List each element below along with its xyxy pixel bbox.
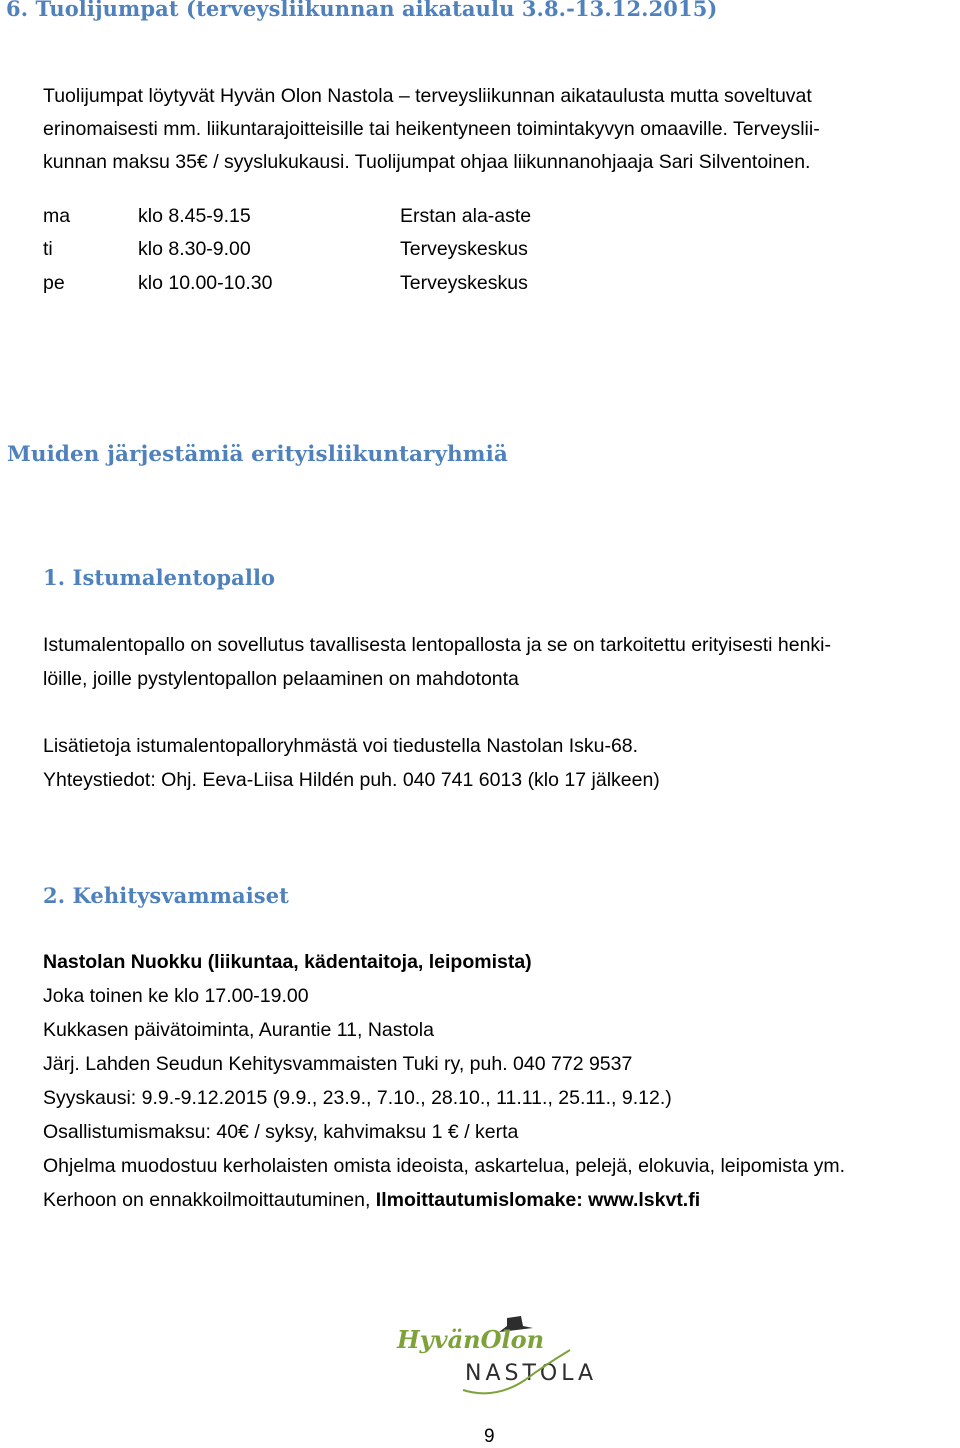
section2-line: Joka toinen ke klo 17.00-19.00 <box>43 985 309 1007</box>
logo-nastola-text: NASTOLA <box>465 1361 595 1386</box>
section1-info-line1: Lisätietoja istumalentopalloryhmästä voi tiedustella Nastolan Isku-68. <box>43 735 639 757</box>
section6-heading: 6. Tuolijumpat (terveysliikunnan aikataulu 3.8.-13.12.2015) <box>6 0 718 21</box>
logo-script-text: HyvänOlon <box>397 1325 545 1354</box>
section2-line: Osallistumismaksu: 40€ / syksy, kahvimaksu 1 € / kerta <box>43 1121 519 1143</box>
schedule-day: pe <box>43 272 65 294</box>
registration-link[interactable]: Ilmoittautumislomake: www.lskvt.fi <box>375 1189 701 1211</box>
schedule-place: Terveyskeskus <box>400 238 528 260</box>
schedule-day: ti <box>43 238 53 260</box>
schedule-day: ma <box>43 205 71 227</box>
section2-group-title: Nastolan Nuokku (liikuntaa, kädentaitoja, leipomista) <box>43 951 532 973</box>
others-heading: Muiden järjestämiä erityisliikuntaryhmiä <box>7 442 508 467</box>
schedule-time: klo 8.30-9.00 <box>138 238 251 260</box>
registration-text: Kerhoon on ennakkoilmoittautuminen, <box>43 1189 376 1211</box>
section1-desc-line2: löille, joille pystylentopallon pelaaminen on mahdotonta <box>43 668 519 690</box>
schedule-place: Terveyskeskus <box>400 272 528 294</box>
page-number: 9 <box>484 1426 495 1447</box>
schedule-row <box>43 205 743 238</box>
logo-graphic <box>395 1310 595 1402</box>
schedule-place: Erstan ala-aste <box>400 205 532 227</box>
section6-paragraph-line1: Tuolijumpat löytyvät Hyvän Olon Nastola – terveysliikunnan aikataulusta mutta soveltuvat <box>43 85 812 107</box>
section1-desc-line1: Istumalentopallo on sovellutus tavallisesta lentopallosta ja se on tarkoitettu erityisesti henki- <box>43 634 832 656</box>
section2-heading: 2. Kehitysvammaiset <box>43 883 289 908</box>
section2-line: Kukkasen päivätoiminta, Aurantie 11, Nastola <box>43 1019 434 1041</box>
section6-paragraph-line3: kunnan maksu 35€ / syyslukukausi. Tuolijumpat ohjaa liikunnanohjaaja Sari Silventoinen. <box>43 151 811 173</box>
hyvan-olon-nastola-logo <box>395 1310 595 1402</box>
section2-line: Järj. Lahden Seudun Kehitysvammaisten Tuki ry, puh. 040 772 9537 <box>43 1053 633 1075</box>
schedule-row <box>43 272 743 305</box>
schedule-time: klo 8.45-9.15 <box>138 205 251 227</box>
section2-line: Syyskausi: 9.9.-9.12.2015 (9.9., 23.9., 7.10., 28.10., 11.11., 25.11., 9.12.) <box>43 1087 672 1109</box>
section2-line: Ohjelma muodostuu kerholaisten omista ideoista, askartelua, pelejä, elokuvia, leipomista ym. <box>43 1155 846 1177</box>
schedule-row <box>43 238 743 271</box>
schedule-time: klo 10.00-10.30 <box>138 272 273 294</box>
section2-registration-line <box>43 1189 700 1212</box>
section1-info-line2: Yhteystiedot: Ohj. Eeva-Liisa Hildén puh. 040 741 6013 (klo 17 jälkeen) <box>43 769 660 791</box>
section1-heading: 1. Istumalentopallo <box>43 565 276 590</box>
section6-paragraph-line2: erinomaisesti mm. liikuntarajoitteisille tai heikentyneen toimintakyvyn omaaville. Terveyslii- <box>43 118 820 140</box>
